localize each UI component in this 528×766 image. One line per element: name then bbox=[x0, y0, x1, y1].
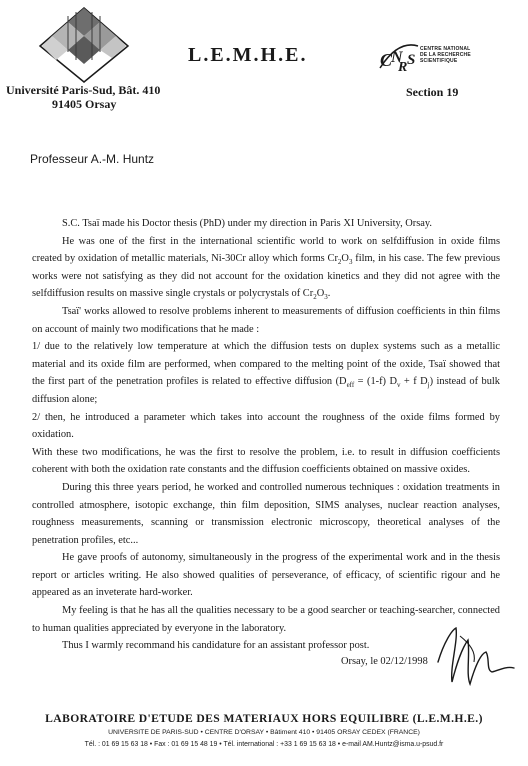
university-logo-icon bbox=[38, 6, 130, 84]
address-line-2: 91405 Orsay bbox=[52, 97, 117, 111]
svg-text:R: R bbox=[398, 60, 408, 75]
paragraph: With these two modifications, he was the first to resolve the problem, i.e. to result in diffusion coefficients coherent with both the oxidation rate constants and the diffusion coefficients obtained on massive oxides. bbox=[32, 446, 500, 476]
letter-body bbox=[32, 215, 500, 655]
signature-icon bbox=[430, 622, 516, 692]
paragraph: He gave proofs of autonomy, simultaneously in the progress of the experimental work and in the thesis report or articles writing. He also showed qualities of perseverance, of efficacy, of scientific rigour and he appeared as an inveterate hard-worker. bbox=[32, 552, 500, 599]
footer-address: UNIVERSITE DE PARIS-SUD • CENTRE D'ORSAY • Bâtiment 410 • 91405 ORSAY CEDEX (FRANCE) bbox=[108, 729, 420, 736]
paragraph: Tsaï' works allowed to resolve problems inherent to measurements of diffusion coefficients in thin films on account of mainly two modifications that he made : bbox=[32, 305, 500, 335]
svg-text:S: S bbox=[407, 52, 416, 68]
paragraph: 2/ then, he introduced a parameter which takes into account the roughness of the oxide films formed by oxidation. bbox=[32, 411, 500, 441]
address-line-1: Université Paris-Sud, Bât. 410 bbox=[6, 83, 161, 97]
signoff-date: Orsay, le 02/12/1998 bbox=[341, 656, 428, 667]
cnrs-logo-icon bbox=[376, 38, 422, 80]
paragraph: Thus I warmly recommand his candidature for an assistant professor post. bbox=[62, 640, 370, 652]
paragraph: He was one of the first in the international scientific world to work on selfdiffusion in oxide films created by oxidation of metallic materials, Ni-30Cr alloy which forms $Cr_2O_3$ film, in his case. The few previous works were not satisfying as they did not account for the oxidation kinetics and they did not agree with the selfdiffusion results on massive single crystals or polycrystals of $Cr_2O_3$. bbox=[32, 235, 500, 302]
cnrs-caption-line: SCIENTIFIQUE bbox=[420, 58, 458, 64]
addressee: Professeur A.-M. Huntz bbox=[30, 152, 155, 166]
paragraph: 1/ due to the relatively low temperature at which the diffusion tests on duplex systems such as a metallic material and its oxide film are performed, when compared to the melting point of the oxide, Tsaï showed that the first part of the penetration profiles is related to effective diffusion ($D_{eff} = (1-f) D_v + f$ $D_j$) instead of bulk diffusion alone; bbox=[32, 341, 500, 405]
paragraph: S.C. Tsaï made his Doctor thesis (PhD) under my direction in Paris XI University, Orsay. bbox=[62, 218, 433, 229]
cnrs-caption-line: DE LA RECHERCHE bbox=[420, 52, 471, 58]
footer-contact: Tél. : 01 69 15 63 18 • Fax : 01 69 15 48 19 • Tél. international : +33 1 69 15 63 18 • e-mail AM.Huntz@isma.u-psud.fr bbox=[84, 741, 444, 748]
paragraph: My feeling is that he has all the qualities necessary to be a good searcher or teaching-searcher, connected to human qualities appreciated by everyone in the laboratory. bbox=[32, 605, 500, 634]
cnrs-caption bbox=[420, 46, 490, 64]
svg-text:C: C bbox=[380, 50, 393, 70]
cnrs-caption-line: CENTRE NATIONAL bbox=[420, 46, 471, 52]
paragraph: During this three years period, he worked and controlled numerous techniques : oxidation treatments in controlled atmosphere, isotopic exchange, thin film deposition, SIMS analyses, nuclear reaction analyses, roughness measurements, scanning or transmission electronic microscopy, theoretical analyses of the penetration profiles, etc... bbox=[32, 481, 500, 546]
svg-text:N: N bbox=[391, 49, 403, 66]
section-number: Section 19 bbox=[406, 85, 459, 99]
lab-title: L.E.M.H.E. bbox=[188, 44, 308, 66]
footer-title: LABORATOIRE D'ETUDE DES MATERIAUX HORS EQUILIBRE (L.E.M.H.E.) bbox=[45, 712, 483, 725]
